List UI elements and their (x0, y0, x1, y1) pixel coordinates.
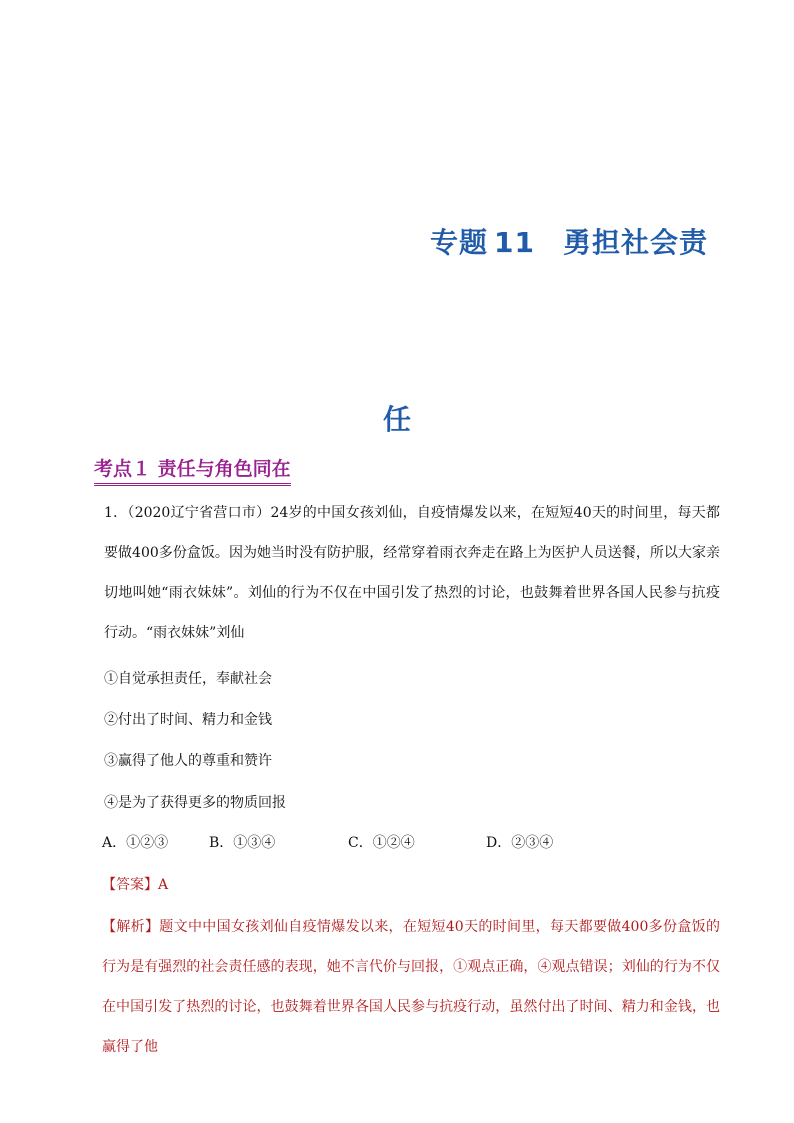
choice-d: D．②③④ (486, 835, 554, 851)
title-number: 11 (494, 226, 535, 259)
analysis-text: 【解析】题文中中国女孩刘仙自疫情爆发以来，在短短40天的时间里，每天都要做400多份盒饭的行为是有强烈的社会责任感的表现，她不言代价与回报，①观点正确，④观点错误；刘仙的行为不仅在中国引发了热烈的讨论，也鼓舞着世界各国人民参与抗疫行动，虽然付出了时间、精力和金钱，也赢得了他 (102, 919, 720, 1055)
document-title-continued: 任 (382, 403, 411, 436)
document-title (430, 221, 708, 261)
choice-c: C．①②④ (348, 835, 415, 851)
question-option-3: ③赢得了他人的尊重和赞许 (104, 753, 272, 769)
question-option-2: ②付出了时间、精力和金钱 (104, 712, 272, 728)
title-text: 勇担社会责 (562, 226, 708, 259)
question-stem: 1．（2020辽宁省营口市）24岁的中国女孩刘仙，自疫情爆发以来，在短短40天的时间里，每天都要做400多份盒饭。因为她当时没有防护服，经常穿着雨衣奔走在路上为医护人员送餐，所以大家亲切地叫她“雨衣妹妹”。刘仙的行为不仅在中国引发了热烈的讨论，也鼓舞着世界各国人民参与抗疫行动。“雨衣妹妹”刘仙 (104, 505, 720, 641)
question-option-1: ①自觉承担责任，奉献社会 (104, 671, 272, 687)
question-option-4: ④是为了获得更多的物质回报 (104, 795, 286, 811)
choice-b: B．①③④ (209, 835, 276, 851)
section-heading: 考点１ 责任与角色同在 (94, 454, 291, 486)
choice-a: A．①②③ (102, 835, 169, 851)
title-prefix: 专题 (430, 226, 489, 259)
answer-text: 【答案】A (102, 877, 169, 893)
